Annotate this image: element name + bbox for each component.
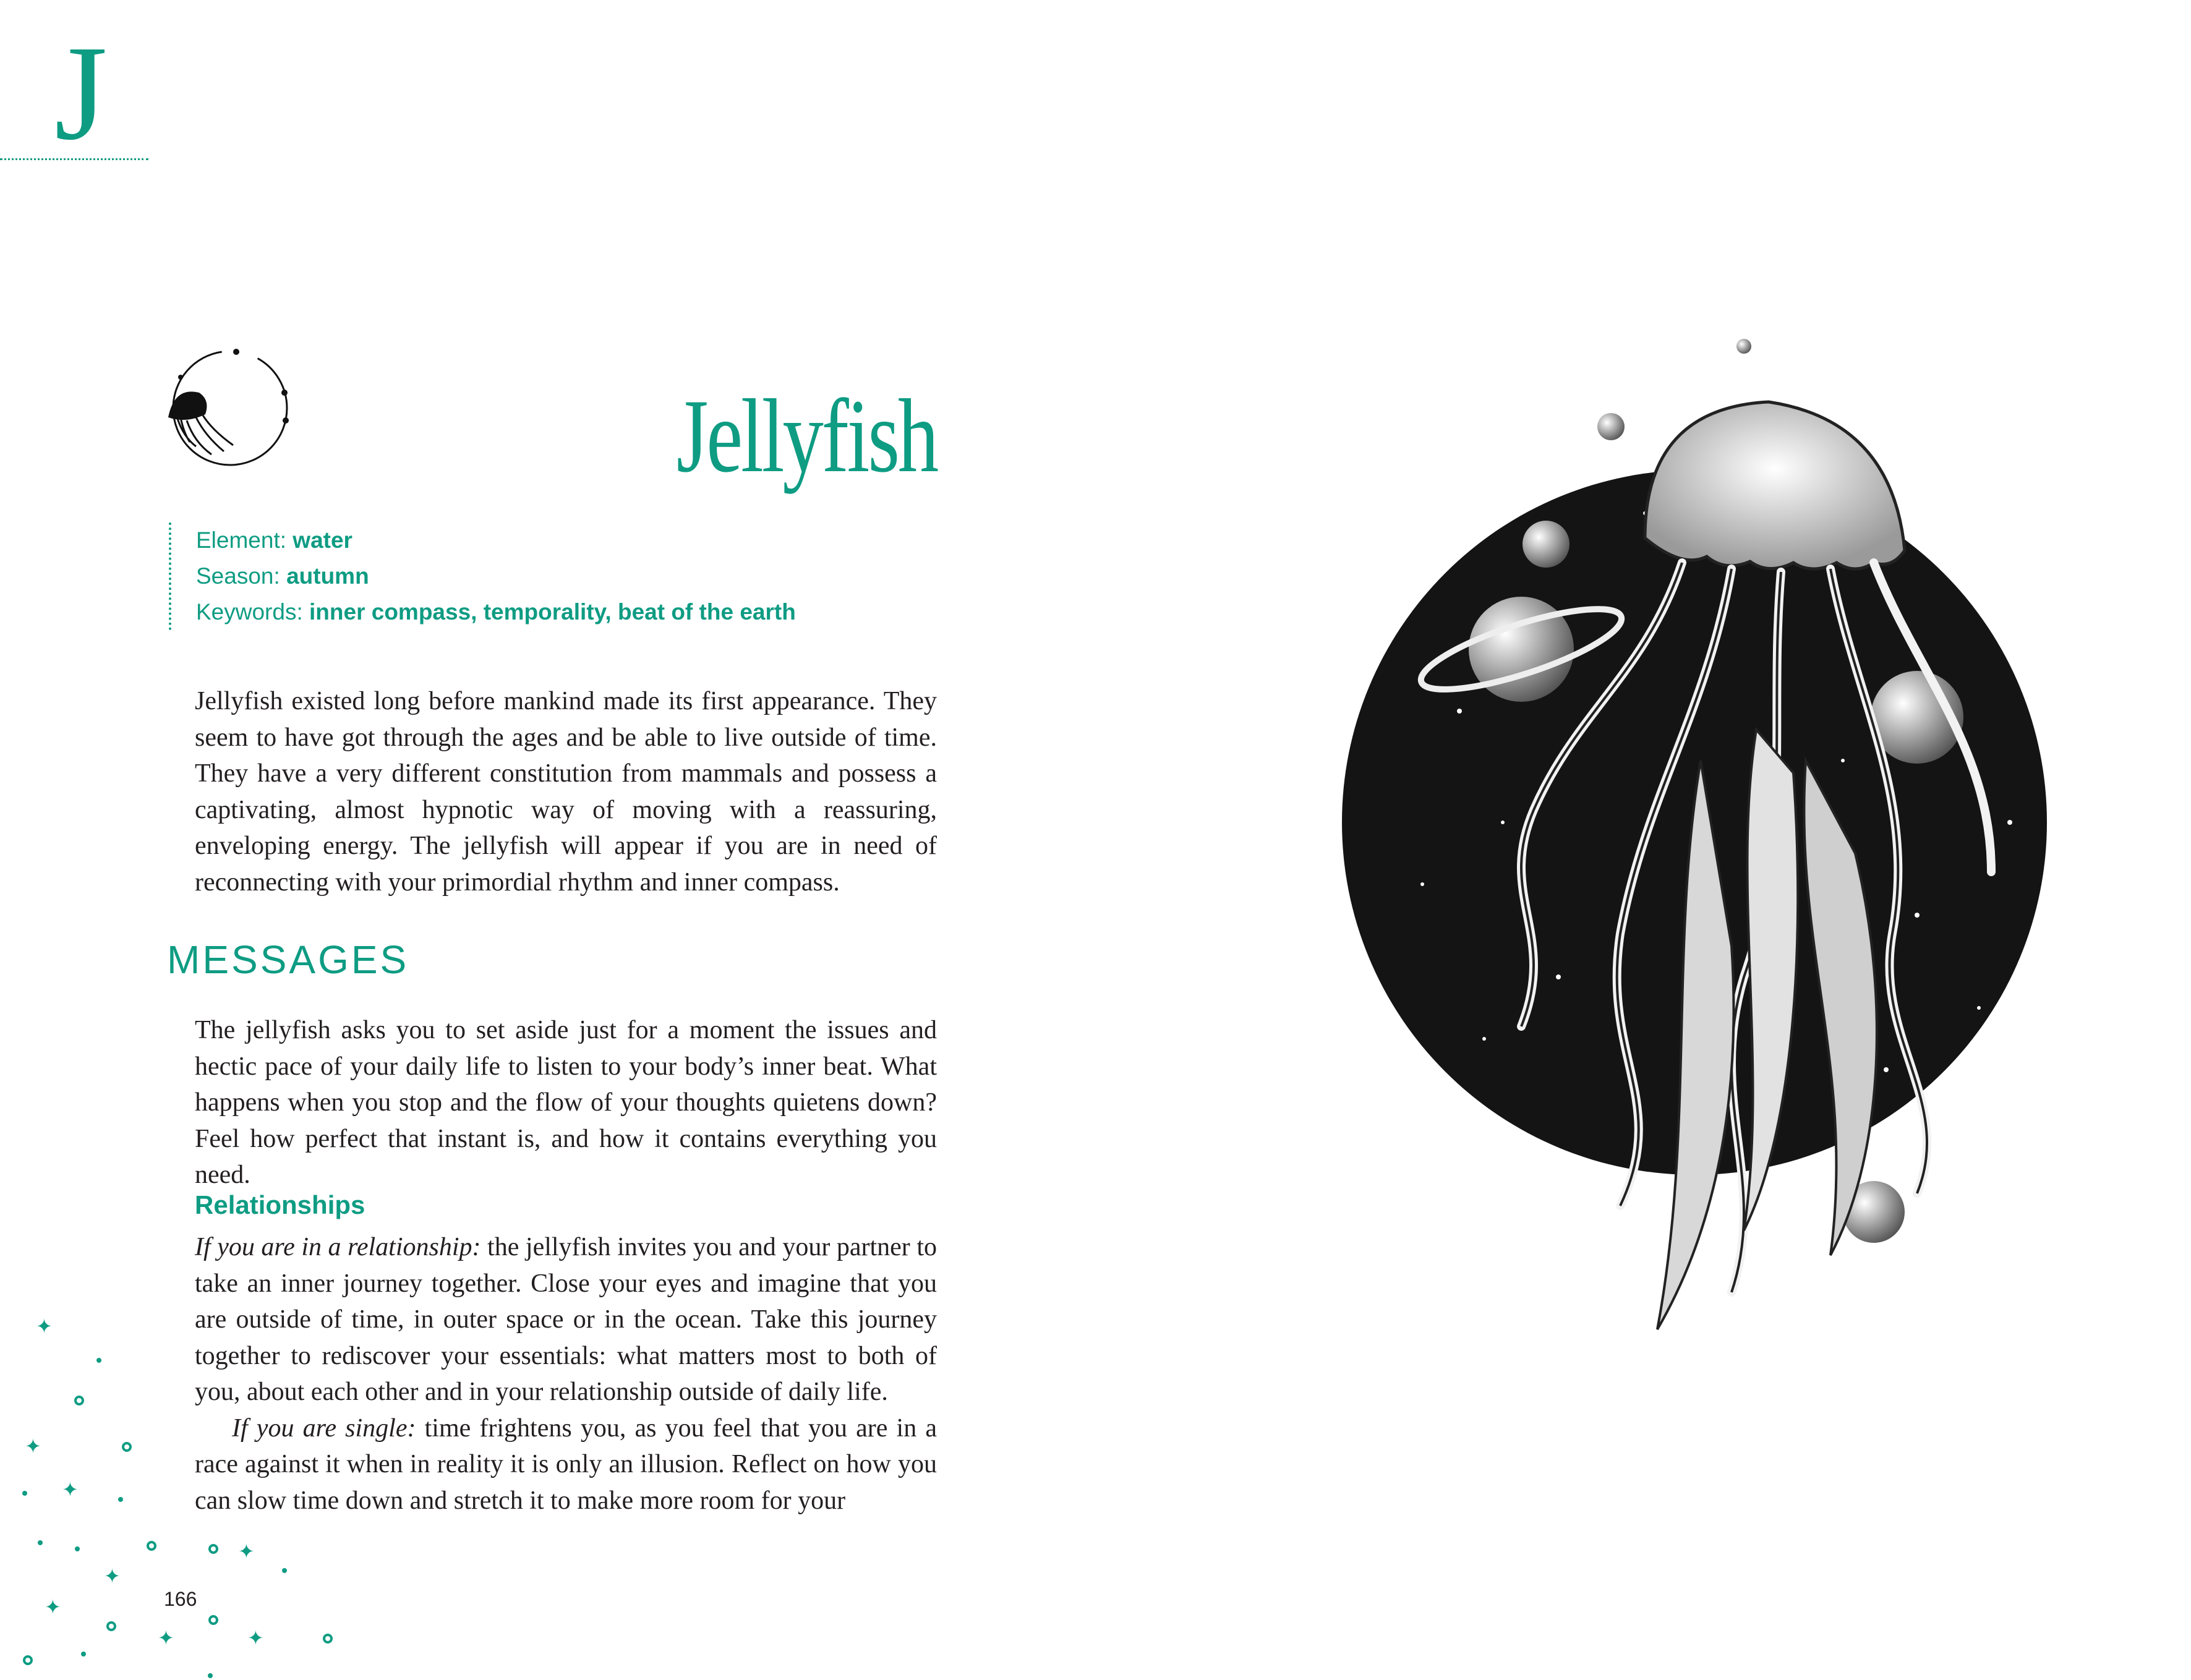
section-letter: J	[54, 17, 108, 168]
intro-paragraph: Jellyfish existed long before mankind made its first appearance. They seem to have got through the ages and be able to live outside of time. They have a very different constitution from mammals and possess a captivating, almost hypnotic way of moving with a reassuring, enveloping energy. The jellyfish will appear if you are in need of reconnecting with your primordial rhythm and inner compass.	[195, 687, 937, 897]
jellyfish-bell	[1645, 402, 1905, 569]
element-line	[196, 522, 796, 558]
page-number: 166	[164, 1588, 197, 1610]
svg-text:✦: ✦	[247, 1626, 264, 1650]
svg-text:✦: ✦	[238, 1540, 255, 1563]
keywords-line	[196, 594, 796, 630]
messages-paragraph: The jellyfish asks you to set aside just for a moment the issues and hectic pace of your daily life to listen to your body’s inner beat. What happens when you stop and the flow of your thoughts quietens down? Feel how perfect that instant is, and how it contains everything you need.	[195, 1016, 937, 1189]
svg-text:✦: ✦	[45, 1595, 61, 1619]
card-attributes	[169, 522, 796, 630]
season-label: Season:	[196, 563, 287, 589]
relationship-lead: If you are in a relationship:	[195, 1233, 481, 1261]
svg-text:✦: ✦	[25, 1435, 41, 1458]
season-line	[196, 558, 796, 594]
relationship-body: the jellyfish invites you and your partner to take an inner journey together. Close your eyes and imagine that you are outside of time, in outer space or in the ocean. Take this journey together to rediscover your essentials: what matters most to both of you, about each other and in your relationship outside of daily life.	[195, 1233, 937, 1406]
keywords-label: Keywords:	[196, 599, 310, 625]
section-rule	[0, 158, 148, 160]
element-value: water	[293, 527, 352, 553]
element-label: Element:	[196, 527, 293, 553]
page-title: Jellyfish	[676, 378, 937, 494]
season-value: autumn	[286, 563, 369, 589]
single-body: time frightens you, as you feel that you are in a race against it when in reality it is only an illusion. Reflect on how you can slow time down and stretch it to make more room for your	[195, 1414, 937, 1515]
svg-text:✦: ✦	[36, 1315, 53, 1338]
single-lead: If you are single:	[232, 1414, 416, 1443]
jellyfish-illustration	[1299, 328, 2103, 1428]
keywords-value: inner compass, temporality, beat of the earth	[309, 599, 796, 625]
decorative-stars-icon	[0, 1311, 383, 1680]
jellyfish-emblem-icon	[162, 343, 295, 476]
svg-text:✦: ✦	[158, 1626, 174, 1650]
messages-heading: MESSAGES	[167, 937, 409, 982]
relationships-heading: Relationships	[195, 1190, 365, 1219]
svg-text:✦: ✦	[62, 1478, 79, 1501]
svg-text:✦: ✦	[104, 1564, 121, 1588]
